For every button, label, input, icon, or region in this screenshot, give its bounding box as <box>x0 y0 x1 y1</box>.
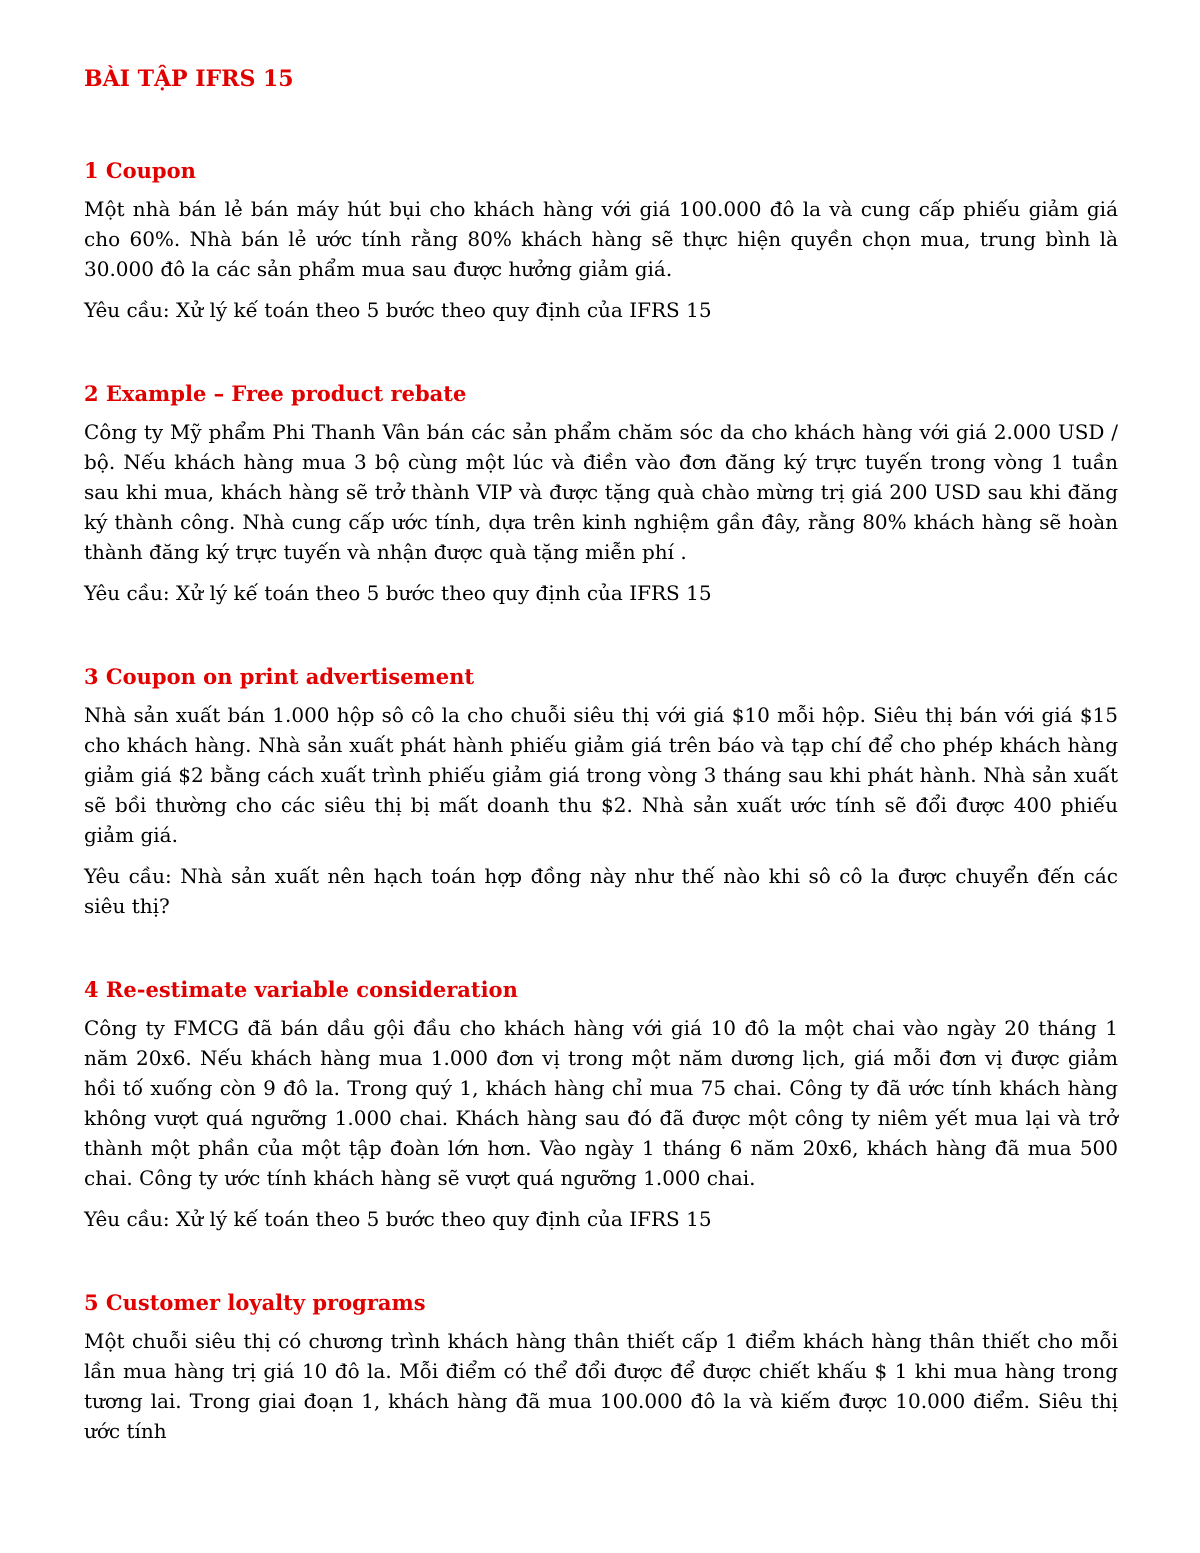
exercise-section-4 <box>84 973 1118 1234</box>
exercise-section-5 <box>84 1286 1118 1446</box>
exercise-section-1 <box>84 154 1118 325</box>
section-requirement: Yêu cầu: Nhà sản xuất nên hạch toán hợp đồng này như thế nào khi sô cô la được chuyển đến các siêu thị? <box>84 864 1118 918</box>
section-requirement: Yêu cầu: Xử lý kế toán theo 5 bước theo quy định của IFRS 15 <box>84 298 712 322</box>
section-body: Công ty Mỹ phẩm Phi Thanh Vân bán các sản phẩm chăm sóc da cho khách hàng với giá 2.000 USD / bộ. Nếu khách hàng mua 3 bộ cùng một lúc và điền vào đơn đăng ký trực tuyến trong vòng 1 tuần sau khi mua, khách hàng sẽ trở thành VIP và được tặng quà chào mừng trị giá 200 USD sau khi đăng ký thành công. Nhà cung cấp ước tính, dựa trên kinh nghiệm gần đây, rằng 80% khách hàng sẽ hoàn thành đăng ký trực tuyến và nhận được quà tặng miễn phí . <box>84 420 1118 564</box>
section-body: Công ty FMCG đã bán dầu gội đầu cho khách hàng với giá 10 đô la một chai vào ngày 20 tháng 1 năm 20x6. Nếu khách hàng mua 1.000 đơn vị trong một năm dương lịch, giá mỗi đơn vị được giảm hồi tố xuống còn 9 đô la. Trong quý 1, khách hàng chỉ mua 75 chai. Công ty đã ước tính khách hàng không vượt quá ngưỡng 1.000 chai. Khách hàng sau đó đã được một công ty niêm yết mua lại và trở thành một phần của một tập đoàn lớn hơn. Vào ngày 1 tháng 6 năm 20x6, khách hàng đã mua 500 chai. Công ty ước tính khách hàng sẽ vượt quá ngưỡng 1.000 chai. <box>84 1016 1118 1190</box>
section-heading: 1 Coupon <box>84 158 196 183</box>
section-heading: 5 Customer loyalty programs <box>84 1290 426 1315</box>
section-requirement: Yêu cầu: Xử lý kế toán theo 5 bước theo quy định của IFRS 15 <box>84 1207 712 1231</box>
section-body: Một nhà bán lẻ bán máy hút bụi cho khách hàng với giá 100.000 đô la và cung cấp phiếu giảm giá cho 60%. Nhà bán lẻ ước tính rằng 80% khách hàng sẽ thực hiện quyền chọn mua, trung bình là 30.000 đô la các sản phẩm mua sau được hưởng giảm giá. <box>84 197 1118 281</box>
document-title: BÀI TẬP IFRS 15 <box>84 66 294 92</box>
document-page <box>84 62 1118 1457</box>
section-heading: 3 Coupon on print advertisement <box>84 664 475 689</box>
section-heading: 2 Example – Free product rebate <box>84 381 467 406</box>
section-body: Một chuỗi siêu thị có chương trình khách hàng thân thiết cấp 1 điểm khách hàng thân thiết cho mỗi lần mua hàng trị giá 10 đô la. Mỗi điểm có thể đổi được để được chiết khấu $ 1 khi mua hàng trong tương lai. Trong giai đoạn 1, khách hàng đã mua 100.000 đô la và kiếm được 10.000 điểm. Siêu thị ước tính <box>84 1329 1118 1443</box>
section-body: Nhà sản xuất bán 1.000 hộp sô cô la cho chuỗi siêu thị với giá $10 mỗi hộp. Siêu thị bán với giá $15 cho khách hàng. Nhà sản xuất phát hành phiếu giảm giá trên báo và tạp chí để cho phép khách hàng giảm giá $2 bằng cách xuất trình phiếu giảm giá trong vòng 3 tháng sau khi phát hành. Nhà sản xuất sẽ bồi thường cho các siêu thị bị mất doanh thu $2. Nhà sản xuất ước tính sẽ đổi được 400 phiếu giảm giá. <box>84 703 1118 847</box>
section-heading: 4 Re-estimate variable consideration <box>84 977 518 1002</box>
exercise-section-2 <box>84 377 1118 608</box>
section-requirement: Yêu cầu: Xử lý kế toán theo 5 bước theo quy định của IFRS 15 <box>84 581 712 605</box>
exercise-section-3 <box>84 660 1118 921</box>
